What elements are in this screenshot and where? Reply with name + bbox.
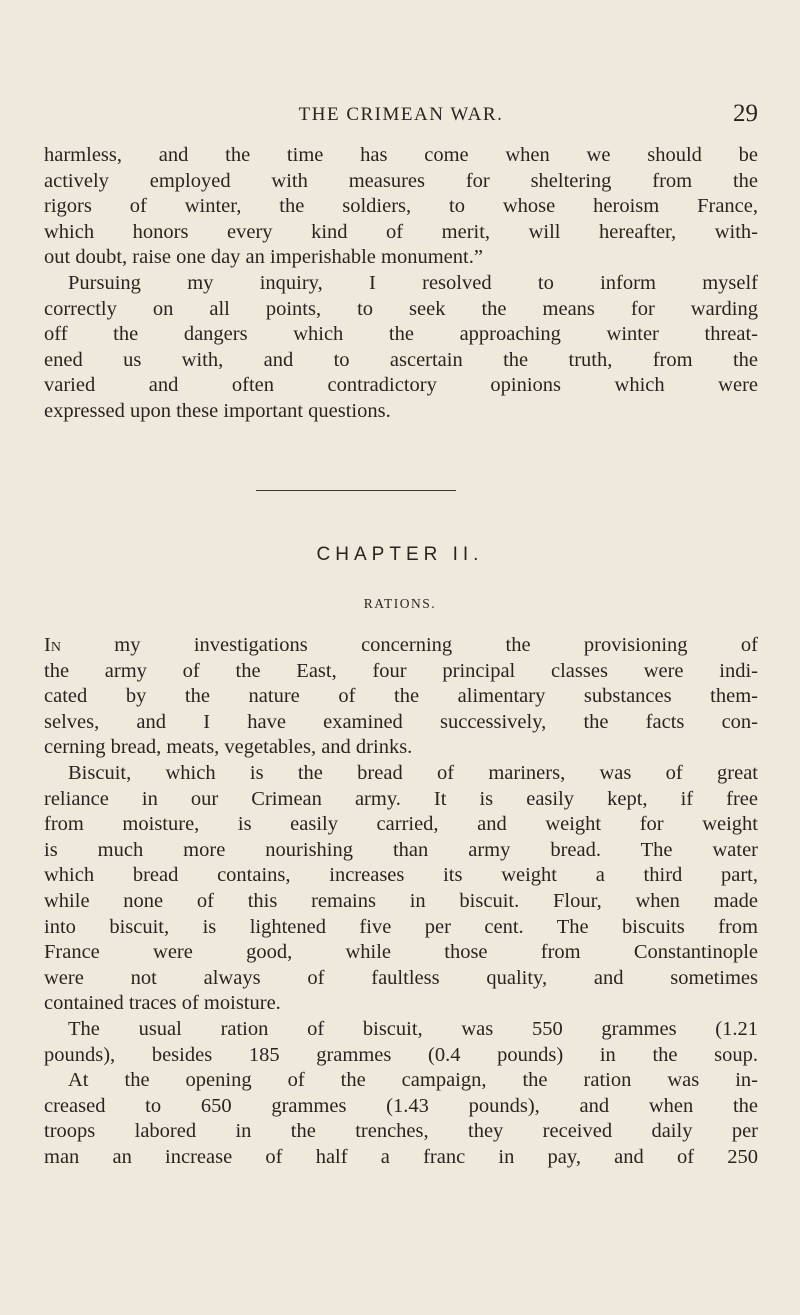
text-line: is much more nourishing than army bread. The water: [44, 838, 758, 861]
text-line: The usual ration of biscuit, was 550 grammes (1.21: [68, 1017, 758, 1040]
text-line: varied and often contradictory opinions which were: [44, 374, 758, 397]
text-line: while none of this remains in biscuit. Flour, when made: [44, 889, 758, 912]
text-line: man an increase of half a franc in pay, and of 250: [44, 1145, 758, 1168]
intro-text-block: [44, 143, 758, 425]
running-head: [44, 100, 758, 134]
text-line: rigors of winter, the soldiers, to whose heroism France,: [44, 195, 758, 218]
text-line: Pursuing my inquiry, I resolved to inform myself: [68, 271, 758, 294]
paragraph-5: [44, 1017, 758, 1171]
chapter-subheading: RATIONS.: [363, 596, 437, 611]
text-line: reliance in our Crimean army. It is easily kept, if free: [44, 787, 758, 810]
text-line: which bread contains, increases its weight a third part,: [44, 864, 758, 887]
page-number: 29: [733, 100, 758, 127]
text-line: cated by the nature of the alimentary substances them-: [44, 685, 758, 708]
text-line: France were good, while those from Constantinople: [44, 941, 758, 964]
text-line: ened us with, and to ascertain the truth, from the: [44, 348, 758, 371]
text-line-rest: my investigations concerning the provisioning of: [60, 634, 758, 656]
text-line: actively employed with measures for sheltering from the: [44, 169, 758, 192]
text-line: creased to 650 grammes (1.43 pounds), and when the: [44, 1094, 758, 1117]
text-line: correctly on all points, to seek the means for warding: [44, 297, 758, 320]
text-line: expressed upon these important questions.: [44, 399, 391, 422]
paragraph-2: [44, 271, 758, 425]
text-line: into biscuit, is lightened five per cent. The biscuits from: [44, 915, 758, 938]
text-line: pounds), besides 185 grammes (0.4 pounds) in the soup.: [44, 1043, 758, 1066]
drop-word: In: [44, 634, 61, 656]
text-line: contained traces of moisture.: [44, 992, 281, 1015]
running-title: THE CRIMEAN WAR.: [298, 104, 504, 125]
text-line: troops labored in the trenches, they received daily per: [44, 1120, 758, 1143]
text-line: from moisture, is easily carried, and weight for weight: [44, 813, 758, 836]
text-line: the army of the East, four principal classes were indi-: [44, 659, 758, 682]
text-line: off the dangers which the approaching winter threat-: [44, 323, 758, 346]
text-line: selves, and I have examined successively, the facts con-: [44, 710, 758, 733]
paragraph-1: [44, 143, 758, 271]
text-line: were not always of faultless quality, and sometimes: [44, 966, 758, 989]
chapter-text-block: [44, 633, 758, 1170]
text-line: [44, 633, 758, 659]
chapter-heading: CHAPTER II.: [316, 544, 484, 565]
text-line: At the opening of the campaign, the ration was in-: [68, 1069, 758, 1092]
paragraph-3: [44, 633, 758, 761]
section-divider: [256, 490, 456, 491]
text-line: which honors every kind of merit, will hereafter, with-: [44, 220, 758, 243]
paragraph-4: [44, 761, 758, 1017]
text-line: cerning bread, meats, vegetables, and drinks.: [44, 736, 413, 759]
text-line: out doubt, raise one day an imperishable monument.”: [44, 246, 483, 269]
text-line: Biscuit, which is the bread of mariners, was of great: [68, 761, 758, 784]
text-line: harmless, and the time has come when we should be: [44, 144, 758, 166]
